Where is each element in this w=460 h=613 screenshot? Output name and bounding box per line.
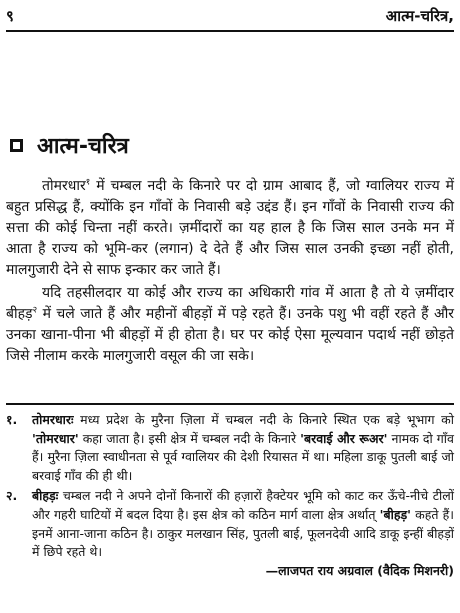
text-run: कहा जाता है। इसी क्षेत्र में चम्बल नदी के किनारे [78, 430, 301, 446]
text-run: में चले जाते हैं और महीनों बीहड़ों में पड़े रहते हैं। उनके पशु भी वहीं रहते हैं और उनका खाना-पीना भी बीहड़ों में ही होता है। घर पर कोई ऐसा मूल्यवान पदार्थ नहीं छोड़ते जिसे नीलाम करके मालगुजारी वसूल की जा सके। [6, 306, 454, 364]
page-number: ९ [6, 7, 14, 25]
paragraph [6, 176, 454, 281]
footnote [6, 487, 454, 561]
text-run: नामक दो गाँव हैं। मुरैना ज़िला स्वाधीनता से पूर्व ग्वालियर की देशी रियासत में था। महिला डाकू पुतली बाई जो बरवाई गाँव की ही थी। [32, 430, 454, 483]
footnote-term: बीहड़ः [32, 488, 59, 504]
quoted-term: 'बीहड़' [379, 506, 411, 522]
show-through-text [6, 36, 454, 116]
footnote-text [32, 411, 454, 485]
footnote [6, 411, 454, 485]
running-title: आत्म-चरित्र, [385, 7, 454, 25]
running-header [6, 2, 454, 32]
text-run: में चम्बल नदी के किनारे पर दो ग्राम आबाद हैं, जो ग्वालियर राज्य में बहुत प्रसिद्ध हैं, क्योंकि इन गाँवों के निवासी बड़े उद्दंड हैं। इन गाँवों के निवासी राज्य की सत्ता की कोई चिन्ता नहीं करते। ज़मींदारों का यह हाल है कि जिस साल उनके मन में आता है राज्य को भूमि-कर (लगान) दे देते हैं और जिस साल उनकी इच्छा नहीं होती, मालगुजारी देने से साफ इन्कार कर जाते हैं। [6, 178, 454, 278]
body-text [6, 176, 454, 367]
footnote-marker: २ [32, 305, 38, 316]
chapter-heading [10, 130, 129, 160]
footnote-term: तोमरधारः [32, 412, 74, 427]
text-run: तोमरधार [42, 178, 86, 194]
chapter-title: आत्म-चरित्र [37, 134, 129, 159]
footnote-text [32, 487, 454, 561]
footnote-number: १. [6, 412, 18, 427]
quoted-term: 'बरवाई और रूअर' [300, 430, 388, 446]
text-run: कहते हैं। इनमें आना-जाना कठिन है। ठाकुर मलखान सिंह, पुतली बाई, फूलनदेवी आदि डाकू इन्हीं बीहड़ों में छिपे रहते थे। [32, 506, 454, 560]
square-bullet-icon [10, 139, 23, 152]
text-run: मध्य प्रदेश के मुरैना ज़िला में चम्बल नदी के किनारे स्थित एक बड़े भूभाग को [73, 412, 454, 427]
footnote-divider [6, 403, 454, 405]
quoted-term: 'तोमरधार' [32, 430, 79, 446]
paragraph [6, 283, 454, 367]
author-signature: —लाजपत राय अग्रवाल (वैदिक मिशनरी) [265, 562, 454, 578]
text-run: यदि तहसीलदार या कोई और राज्य का अधिकारी गांव में आता है तो ये ज़मींदार बीहड़ [6, 285, 454, 322]
footnote-marker: १ [85, 177, 91, 188]
text-run: चम्बल नदी ने अपने दोनों किनारों की हज़ारों हैक्टेयर भूमि को काट कर ऊँचे-नीचे टीलों और गहरी घाटियों में बदल दिया है। इस क्षेत्र को कठिन मार्ग वाला क्षेत्र अर्थात् [32, 488, 454, 522]
footnotes [6, 411, 454, 580]
footnote-number: २. [6, 488, 18, 504]
